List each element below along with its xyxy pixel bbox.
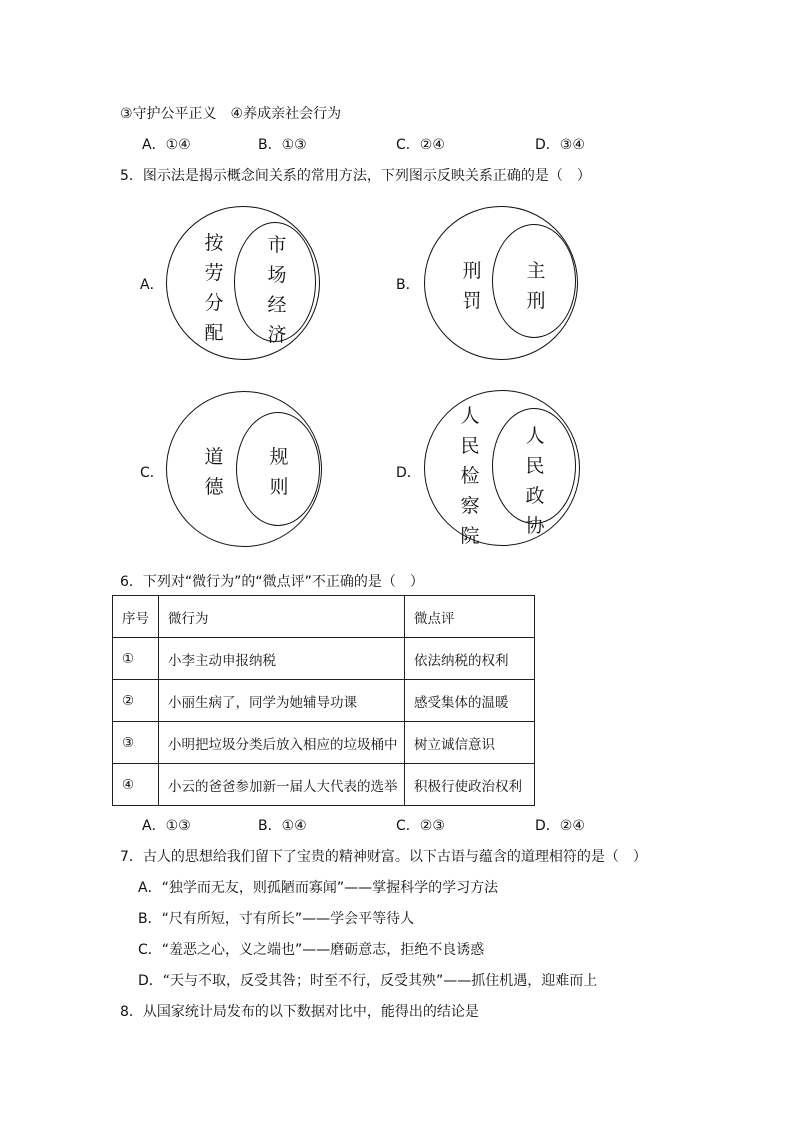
q5-diagram-c-label: C．: [140, 465, 164, 481]
table-cell: ③: [113, 722, 159, 764]
table-row: [113, 722, 535, 764]
q5-d-inner-text: 人民政协: [525, 425, 545, 537]
table-cell: 依法纳税的权利: [405, 638, 535, 680]
table-cell: 感受集体的温暖: [405, 680, 535, 722]
q6-option-d: D．②④: [535, 818, 585, 834]
q5-diagram-a-label: A．: [140, 277, 164, 293]
table-cell: 树立诚信意识: [405, 722, 535, 764]
table-header-row: [113, 596, 535, 638]
table-cell: 小云的爸爸参加新一届人大代表的选举: [159, 764, 405, 806]
q4-option-a: A．①④: [142, 137, 191, 153]
q5-a-inner-text: 市场经济: [267, 234, 287, 346]
table-cell: 积极行使政治权利: [405, 764, 535, 806]
table-cell: 小丽生病了，同学为她辅导功课: [159, 680, 405, 722]
table-cell: ④: [113, 764, 159, 806]
table-header-cell: 微行为: [159, 596, 405, 638]
q5-c-outer-text: 道德: [204, 446, 224, 498]
q8-stem: 8．从国家统计局发布的以下数据对比中，能得出的结论是: [120, 1004, 479, 1020]
table-header-cell: 序号: [113, 596, 159, 638]
q4-option-d: D．③④: [535, 137, 585, 153]
q5-d-outer-text: 人民检察院: [460, 405, 480, 547]
q5-c-inner-text: 规则: [269, 446, 289, 498]
table-row: [113, 764, 535, 806]
q4-option-b: B．①③: [258, 137, 307, 153]
q7-stem: 7．古人的思想给我们留下了宝贵的精神财富。以下古语与蕴含的道理相符的是（ ）: [120, 849, 647, 865]
table-cell: ①: [113, 638, 159, 680]
table-cell: 小李主动申报纳税: [159, 638, 405, 680]
table-row: [113, 680, 535, 722]
q7-option-c: C．“羞恶之心，义之端也”——磨砺意志，拒绝不良诱惑: [138, 942, 485, 958]
q5-stem: 5．图示法是揭示概念间关系的常用方法，下列图示反映关系正确的是（ ）: [120, 168, 591, 184]
q5-b-outer-text: 刑罚: [462, 260, 482, 312]
table-row: [113, 638, 535, 680]
q5-b-inner-text: 主刑: [526, 260, 546, 312]
q4-items-line: ③守护公平正义 ④养成亲社会行为: [120, 106, 342, 122]
q6-option-a: A．①③: [142, 818, 191, 834]
table-cell: 小明把垃圾分类后放入相应的垃圾桶中: [159, 722, 405, 764]
q5-diagram-b-label: B．: [396, 277, 420, 293]
q6-option-c: C．②③: [396, 818, 445, 834]
q6-table: [112, 595, 535, 806]
q7-option-a: A．“独学而无友，则孤陋而寡闻”——掌握科学的学习方法: [138, 880, 499, 896]
q7-option-b: B．“尺有所短，寸有所长”——学会平等待人: [138, 911, 415, 927]
q6-stem: 6．下列对“微行为”的“微点评”不正确的是（ ）: [120, 574, 424, 590]
q4-option-c: C．②④: [396, 137, 445, 153]
q7-option-d: D．“天与不取，反受其咎；时至不行，反受其殃”——抓住机遇，迎难而上: [138, 973, 598, 989]
q5-a-outer-text: 按劳分配: [204, 232, 224, 344]
q5-diagram-d-label: D．: [396, 465, 421, 481]
q6-option-b: B．①④: [258, 818, 307, 834]
table-cell: ②: [113, 680, 159, 722]
table-header-cell: 微点评: [405, 596, 535, 638]
